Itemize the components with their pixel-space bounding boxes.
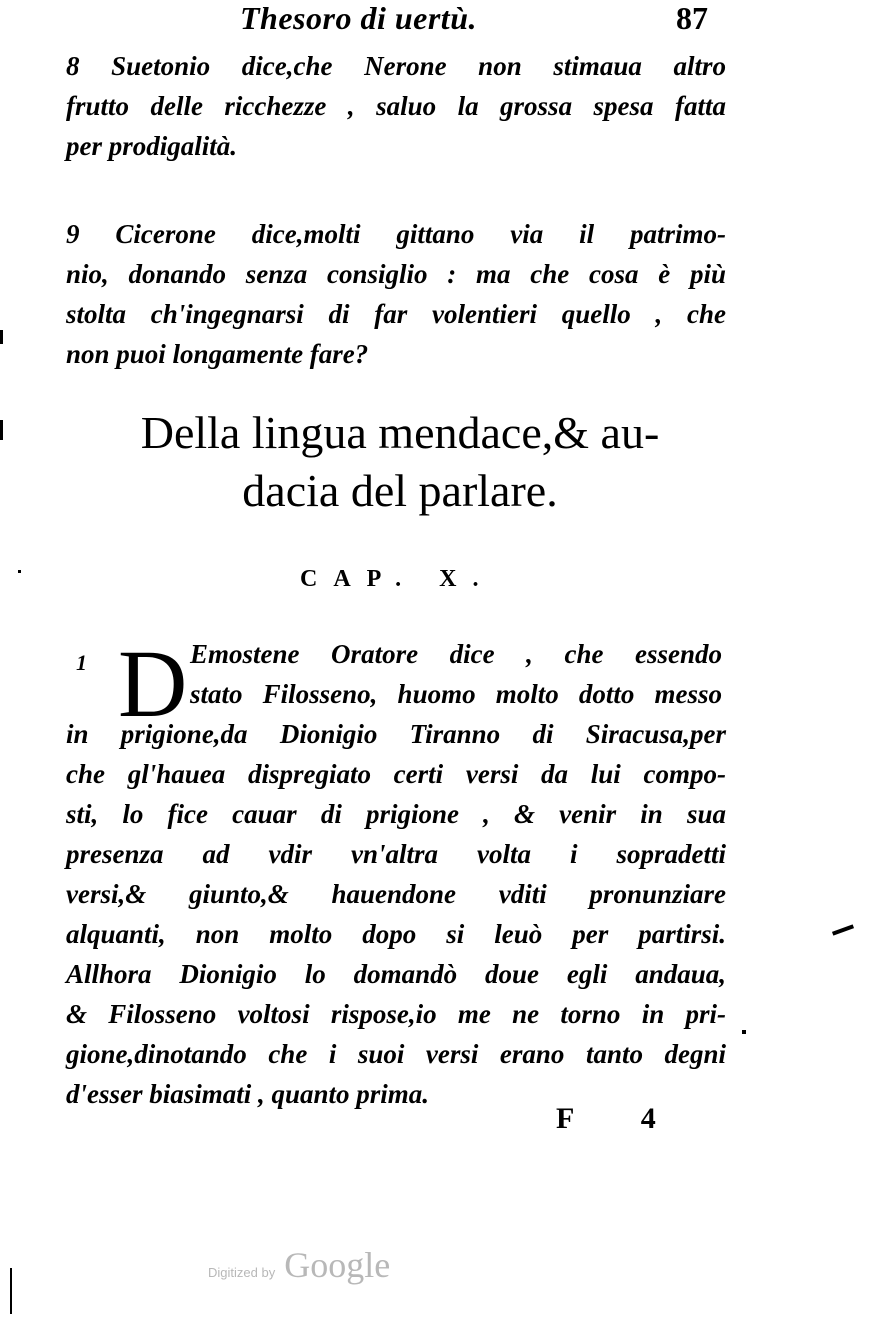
text-line: non puoi longamente fare? (66, 339, 369, 369)
text-line: 8 Suetonio dice,che Nerone non stimaua altro (66, 51, 726, 81)
text-line: d'esser biasimati , quanto prima. (66, 1079, 430, 1109)
chapter-heading-line: Della lingua mendace,& au- (140, 407, 660, 458)
text-line: gione,dinotando che i suoi versi erano tanto degni (66, 1039, 726, 1069)
text-line: alquanti, non molto dopo si leuò per partirsi. (66, 919, 726, 949)
text-line: Emostene Oratore dice , che essendo (190, 639, 722, 669)
text-line: & Filosseno voltosi rispose,io me ne torno in pri- (66, 999, 726, 1029)
scan-speck (0, 330, 3, 344)
scan-speck (10, 1268, 12, 1314)
text-line: che gl'hauea dispregiato certi versi da lui compo- (66, 759, 726, 789)
signature-mark: F 4 (556, 1102, 686, 1135)
watermark-brand: Google (284, 1245, 391, 1285)
running-title: Thesoro di uertù. (240, 0, 477, 36)
scan-speck (18, 570, 21, 573)
google-watermark (208, 1244, 390, 1286)
paragraph-1 (66, 714, 726, 1114)
paragraph-8 (66, 46, 726, 166)
paragraph-1-indented (190, 634, 722, 714)
chapter-label: CAP. X. (300, 566, 495, 592)
drop-cap: D (118, 630, 188, 737)
text-line: Allhora Dionigio lo domandò doue egli andaua, (66, 959, 726, 989)
text-line: nio, donando senza consiglio : ma che cosa è più (66, 259, 726, 289)
chapter-heading (60, 404, 740, 520)
page-number: 87 (676, 0, 708, 36)
paragraph-9 (66, 214, 726, 374)
chapter-heading-line: dacia del parlare. (242, 465, 558, 516)
text-line: versi,& giunto,& hauendone vditi pronunziare (66, 879, 726, 909)
text-line: stato Filosseno, huomo molto dotto messo (190, 679, 722, 709)
text-line: 9 Cicerone dice,molti gittano via il patrimo- (66, 219, 726, 249)
watermark-prefix: Digitized by (208, 1265, 276, 1280)
paragraph-number: 1 (76, 650, 87, 675)
scan-speck (0, 420, 3, 440)
text-line: presenza ad vdir vn'altra volta i sopradetti (66, 839, 726, 869)
text-line: per prodigalità. (66, 131, 238, 161)
text-line: stolta ch'ingegnarsi di far volentieri quello , che (66, 299, 726, 329)
text-line: frutto delle ricchezze , saluo la grossa spesa fatta (66, 91, 726, 121)
text-line: in prigione,da Dionigio Tiranno di Siracusa,per (66, 719, 726, 749)
scan-speck (832, 924, 854, 935)
scan-speck (742, 1030, 746, 1034)
text-line: sti, lo fice cauar di prigione , & venir in sua (66, 799, 726, 829)
